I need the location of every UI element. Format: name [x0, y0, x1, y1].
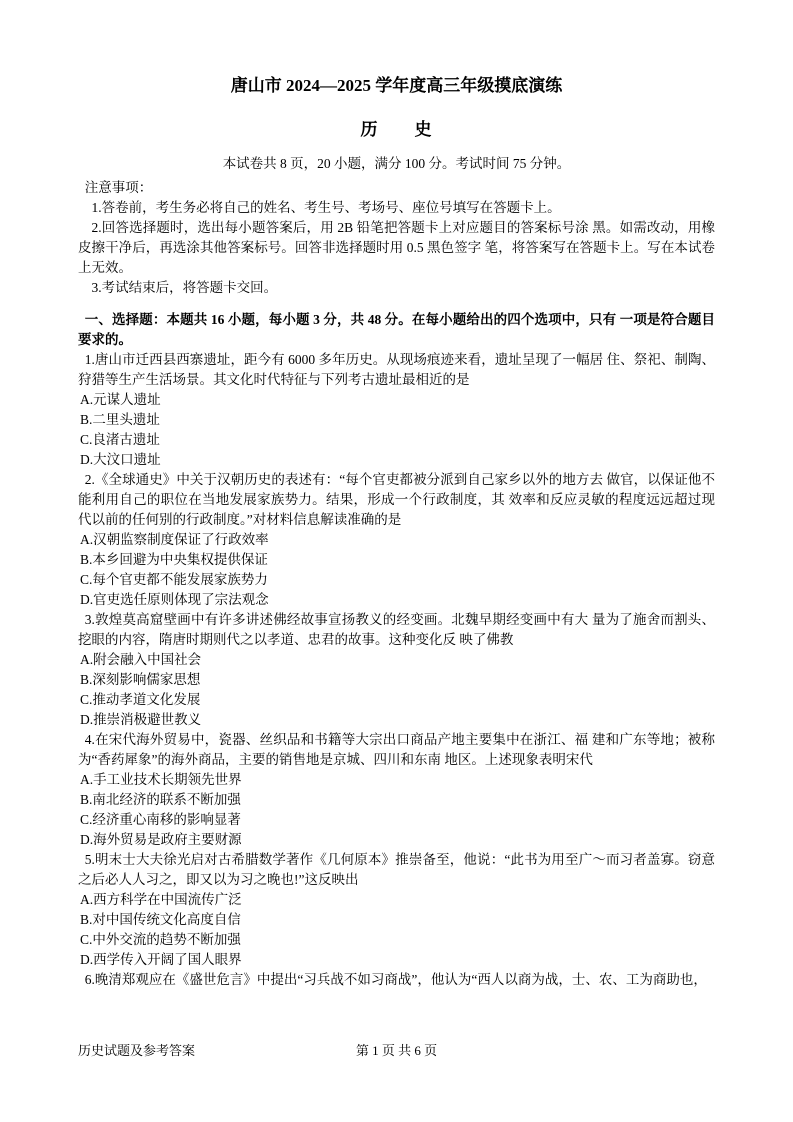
- question-1-option-a: A.元谋人遗址: [80, 392, 161, 407]
- question-5: [78, 850, 715, 970]
- question-5-stem: 5.明末士大夫徐光启对古希腊数学著作《几何原本》推崇备至，他说：“此书为用至广～而习者盖寡。窃意之后必人人习之，即又以为习之晚也!”这反映出: [78, 852, 715, 887]
- notice-item-2: 2.回答选择题时，选出每小题答案后，用 2B 铅笔把答题卡上对应题目的答案标号涂 黑。如需改动，用橡皮擦干净后，再选涂其他答案标号。回答非选择题时用 0.5 黑色签字 笔，将答案写在答题卡上。写在本试卷上无效。: [78, 220, 715, 275]
- question-6: [78, 970, 715, 990]
- question-1-option-c: C.良渚古遗址: [80, 432, 160, 447]
- question-3-option-a: A.附会融入中国社会: [80, 652, 202, 667]
- question-2-option-a: A.汉朝监察制度保证了行政效率: [80, 532, 269, 547]
- section-heading: 一、选择题：本题共 16 小题，每小题 3 分，共 48 分。在每小题给出的四个选项中，只有 一项是符合题目要求的。: [78, 312, 715, 347]
- question-2-option-b: B.本乡回避为中央集权提供保证: [80, 552, 268, 567]
- page-footer: [0, 1042, 793, 1060]
- question-2: [78, 470, 715, 610]
- question-1-stem: 1.唐山市迁西县西寨遗址，距今有 6000 多年历史。从现场痕迹来看，遗址呈现了一幅居 住、祭祀、制陶、狩猎等生产生活场景。其文化时代特征与下列考古遗址最相近的是: [78, 352, 715, 387]
- question-4-stem: 4.在宋代海外贸易中，瓷器、丝织品和书籍等大宗出口商品产地主要集中在浙江、福 建和广东等地；被称为“香药犀象”的海外商品，主要的销售地是京城、四川和东南 地区。上述现象表明宋代: [78, 732, 715, 767]
- question-4-option-c: C.经济重心南移的影响显著: [80, 812, 241, 827]
- question-2-option-c: C.每个官吏都不能发展家族势力: [80, 572, 268, 587]
- question-5-option-b: B.对中国传统文化高度自信: [80, 912, 241, 927]
- exam-info: 本试卷共 8 页，20 小题，满分 100 分。考试时间 75 分钟。: [222, 156, 571, 171]
- notice-item-3: 3.考试结束后，将答题卡交回。: [91, 280, 278, 295]
- question-3-option-b: B.深刻影响儒家思想: [80, 672, 201, 687]
- question-3: [78, 610, 715, 730]
- question-1-option-d: D.大汶口遗址: [80, 452, 161, 467]
- notices-heading: 注意事项：: [84, 180, 153, 195]
- question-4-option-d: D.海外贸易是政府主要财源: [80, 832, 242, 847]
- question-1-option-b: B.二里头遗址: [80, 412, 160, 427]
- footer-doc-label: 历史试题及参考答案: [78, 1043, 196, 1058]
- question-4: [78, 730, 715, 850]
- exam-title: 唐山市 2024—2025 学年度高三年级摸底演练: [230, 76, 563, 95]
- question-3-option-d: D.推崇消极避世教义: [80, 712, 202, 727]
- question-5-option-d: D.西学传入开阔了国人眼界: [80, 952, 242, 967]
- question-2-stem: 2.《全球通史》中关于汉朝历史的表述有：“每个官吏都被分派到自己家乡以外的地方去 做官，以保证他不能利用自己的职位在当地发展家族势力。结果，形成一个行政制度，其 效率和反应灵敏的程度远远超过现代以前的任何别的行政制度。”对材料信息解读准确的是: [78, 472, 715, 527]
- question-3-option-c: C.推动孝道文化发展: [80, 692, 201, 707]
- question-1: [78, 350, 715, 470]
- question-2-option-d: D.官吏选任原则体现了宗法观念: [80, 592, 269, 607]
- question-6-stem: 6.晚清郑观应在《盛世危言》中提出“习兵战不如习商战”，他认为“西人以商为战，士、农、工为商助也，: [84, 972, 707, 987]
- question-4-option-b: B.南北经济的联系不断加强: [80, 792, 241, 807]
- question-5-option-c: C.中外交流的趋势不断加强: [80, 932, 241, 947]
- subject-title: 历 史: [360, 120, 433, 139]
- footer-page-indicator: 第 1 页 共 6 页: [355, 1043, 438, 1058]
- question-4-option-a: A.手工业技术长期领先世界: [80, 772, 242, 787]
- question-5-option-a: A.西方科学在中国流传广泛: [80, 892, 242, 907]
- notice-item-1: 1.答卷前，考生务必将自己的姓名、考生号、考场号、座位号填写在答题卡上。: [91, 200, 561, 215]
- question-3-stem: 3.敦煌莫高窟壁画中有许多讲述佛经故事宣扬教义的经变画。北魏早期经变画中有大 量为了施舍而割头、挖眼的内容，隋唐时期则代之以孝道、忠君的故事。这种变化反 映了佛教: [78, 612, 715, 647]
